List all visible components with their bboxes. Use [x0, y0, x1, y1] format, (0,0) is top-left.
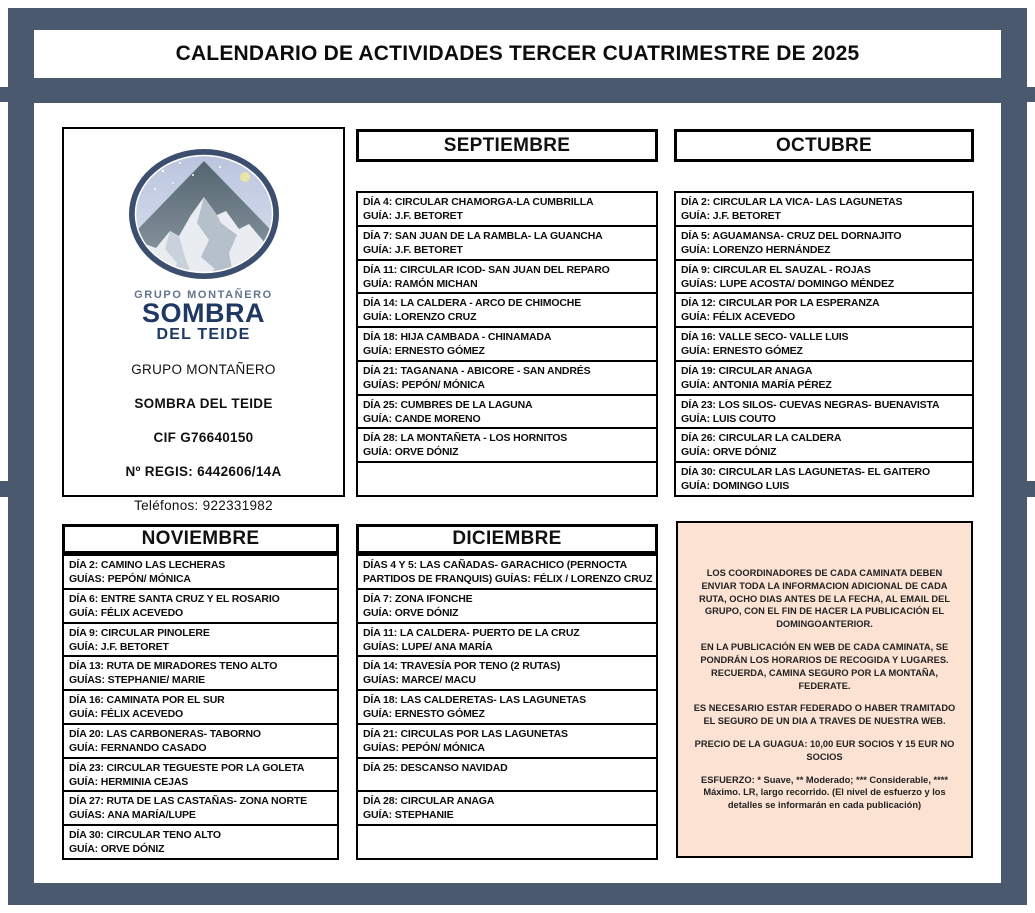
- activity-route: DÍA 21: TAGANANA - ABICORE - SAN ANDRÉS: [363, 364, 591, 377]
- content-area: [34, 103, 1001, 883]
- activity-cell: [676, 328, 972, 362]
- activity-route: DÍA 11: CIRCULAR ICOD- SAN JUAN DEL REPARO: [363, 263, 610, 276]
- activity-cell: [358, 826, 656, 858]
- activity-route: DÍA 9: CIRCULAR EL SAUZAL - ROJAS: [681, 263, 871, 276]
- activity-route: DÍA 5: AGUAMANSA- CRUZ DEL DORNAJITO: [681, 229, 902, 242]
- activity-cell: [64, 556, 337, 590]
- activity-route: DÍA 30: CIRCULAR LAS LAGUNETAS- EL GAITERO: [681, 466, 931, 479]
- activity-route: DÍAS 4 Y 5: LAS CAÑADAS- GARACHICO (PERNOCTA: [363, 559, 628, 571]
- activities-table-noviembre: [62, 554, 339, 860]
- organization-box: [62, 127, 345, 513]
- notice-paragraph: EN LA PUBLICACIÓN EN WEB DE CADA CAMINATA, SE PONDRÁN LOS HORARIOS DE RECOGIDA Y LUGARES. RECUERDA, CAMINA SEGURO POR LA MONTAÑA, FEDERATE.: [700, 642, 949, 691]
- activity-cell: [358, 261, 656, 295]
- activity-guide: GUÍA: STEPHANIE: [363, 809, 454, 822]
- activity-route: DÍA 9: CIRCULAR PINOLERE: [69, 626, 210, 639]
- activity-cell: [64, 759, 337, 793]
- activity-guide: GUÍA: CANDE MORENO: [363, 412, 481, 425]
- activity-cell: [676, 227, 972, 261]
- activity-cell: [676, 294, 972, 328]
- activity-guide: PARTIDOS DE FRANQUIS) GUÍAS: FÉLIX / LORENZO CRUZ: [363, 573, 653, 585]
- activities-table-diciembre: [356, 554, 658, 860]
- activity-cell: [358, 362, 656, 396]
- activities-table-septiembre: [356, 191, 658, 497]
- mountain-logo-icon: [64, 145, 343, 288]
- activity-route: DÍA 11: LA CALDERA- PUERTO DE LA CRUZ: [363, 626, 580, 639]
- activity-guide: GUÍAS: STEPHANIE/ MARIE: [69, 674, 205, 687]
- org-phone: Teléfonos: 922331982: [134, 498, 273, 513]
- month-header-noviembre: NOVIEMBRE: [62, 524, 339, 554]
- activity-cell: [358, 691, 656, 725]
- activity-cell: [676, 396, 972, 430]
- org-registry-number: Nº REGIS: 6442606/14A: [125, 464, 282, 479]
- activity-guide: GUÍAS: LUPE/ ANA MARÍA: [363, 640, 493, 653]
- activities-table-octubre: [674, 191, 974, 497]
- activity-guide: GUÍA: J.F. BETORET: [69, 640, 169, 653]
- activity-cell: [358, 193, 656, 227]
- activity-guide: GUÍAS: PEPÓN/ MÓNICA: [69, 573, 191, 585]
- activity-cell: [358, 657, 656, 691]
- month-header-diciembre: DICIEMBRE: [356, 524, 658, 554]
- activity-cell: [64, 725, 337, 759]
- activity-guide: GUÍA: RAMÓN MICHAN: [363, 277, 478, 290]
- activity-route: DÍA 18: HIJA CAMBADA - CHINAMADA: [363, 331, 552, 344]
- activity-cell: [358, 556, 656, 590]
- activity-guide: GUÍA: ERNESTO GÓMEZ: [363, 345, 485, 358]
- activity-route: DÍA 14: TRAVESÍA POR TENO (2 RUTAS): [363, 660, 561, 673]
- activity-cell: [358, 759, 656, 793]
- activity-route: DÍA 21: CIRCULAS POR LAS LAGUNETAS: [363, 727, 568, 740]
- activity-guide: GUÍA: ORVE DÓNIZ: [363, 446, 459, 459]
- activity-cell: [358, 294, 656, 328]
- logo-wordmark-name: SOMBRA: [142, 298, 265, 328]
- activity-guide: GUÍA: J.F. BETORET: [681, 210, 781, 222]
- activity-cell: [64, 792, 337, 826]
- org-group-name: SOMBRA DEL TEIDE: [134, 396, 273, 411]
- activity-guide: GUÍA: ORVE DÓNIZ: [681, 446, 777, 459]
- activity-cell: [358, 429, 656, 463]
- org-cif: CIF G76640150: [153, 430, 254, 445]
- notice-paragraph: PRECIO DE LA GUAGUA: 10,00 EUR SOCIOS Y 15 EUR NO SOCIOS: [694, 738, 955, 762]
- activity-route: DÍA 14: LA CALDERA - ARCO DE CHIMOCHE: [363, 297, 582, 310]
- activity-guide: GUÍAS: PEPÓN/ MÓNICA: [363, 378, 485, 391]
- activity-route: DÍA 7: SAN JUAN DE LA RAMBLA- LA GUANCHA: [363, 229, 603, 242]
- month-header-septiembre: SEPTIEMBRE: [356, 129, 658, 162]
- notice-paragraph: ESFUERZO: * Suave, ** Moderado; *** Considerable, **** Máximo. LR, largo recorrido. (El nivel de esfuerzo y los detalles se informarán en cada publicación): [701, 774, 948, 811]
- activity-route: DÍA 23: LOS SILOS- CUEVAS NEGRAS- BUENAVISTA: [681, 398, 940, 411]
- notice-box: [676, 521, 973, 858]
- activity-route: DÍA 6: ENTRE SANTA CRUZ Y EL ROSARIO: [69, 592, 280, 605]
- activity-route: DÍA 4: CIRCULAR CHAMORGA-LA CUMBRILLA: [363, 196, 594, 208]
- activity-guide: GUÍA: DOMINGO LUIS: [681, 480, 790, 493]
- notice-paragraph: LOS COORDINADORES DE CADA CAMINATA DEBEN ENVIAR TODA LA INFORMACION ADICIONAL DE CADA RUTA, OCHO DIAS ANTES DE LA FECHA, AL EMAIL DEL GRUPO, CON EL FIN DE HACER LA PUBLICACIÓN EL DOMINGOANTERIOR.: [698, 567, 951, 630]
- activity-cell: [64, 657, 337, 691]
- activity-guide: GUÍA: FÉLIX ACEVEDO: [69, 708, 184, 721]
- activity-cell: [64, 624, 337, 658]
- activity-route: DÍA 2: CIRCULAR LA VICA- LAS LAGUNETAS: [681, 196, 903, 208]
- edge-notch: [1027, 481, 1035, 497]
- activity-route: DÍA 27: RUTA DE LAS CASTAÑAS- ZONA NORTE: [69, 795, 308, 808]
- title-bar: [34, 30, 1001, 78]
- activity-cell: [358, 792, 656, 826]
- edge-notch: [0, 87, 8, 102]
- activity-cell: [358, 396, 656, 430]
- activity-route: DÍA 26: CIRCULAR LA CALDERA: [681, 432, 842, 445]
- page-title: CALENDARIO DE ACTIVIDADES TERCER CUATRIMESTRE DE 2025: [175, 42, 860, 65]
- activity-cell: [676, 261, 972, 295]
- activity-cell: [676, 429, 972, 463]
- activity-route: DÍA 20: LAS CARBONERAS- TABORNO: [69, 727, 261, 740]
- logo-wordmark-top: GRUPO MONTAÑERO: [134, 289, 273, 301]
- activity-guide: GUÍA: ORVE DÓNIZ: [363, 606, 459, 619]
- activity-cell: [358, 624, 656, 658]
- org-group-type: GRUPO MONTAÑERO: [131, 362, 276, 377]
- activity-guide: GUÍA: FERNANDO CASADO: [69, 741, 207, 754]
- activity-route: DÍA 2: CAMINO LAS LECHERAS: [69, 559, 226, 571]
- activity-guide: GUÍA: FÉLIX ACEVEDO: [681, 311, 796, 324]
- activity-cell: [358, 227, 656, 261]
- activity-guide: GUÍA: J.F. BETORET: [363, 210, 463, 222]
- logo-wordmark-name2: DEL TEIDE: [156, 326, 251, 343]
- month-header-octubre: OCTUBRE: [674, 129, 974, 162]
- edge-notch: [0, 481, 8, 497]
- activity-cell: [358, 463, 656, 495]
- activity-route: DÍA 28: CIRCULAR ANAGA: [363, 795, 495, 808]
- activity-cell: [676, 193, 972, 227]
- activity-cell: [358, 328, 656, 362]
- activity-route: DÍA 23: CIRCULAR TEGUESTE POR LA GOLETA: [69, 761, 305, 774]
- activity-guide: GUÍA: J.F. BETORET: [363, 243, 463, 256]
- activity-guide: GUÍA: LORENZO HERNÁNDEZ: [681, 243, 831, 256]
- activity-guide: GUÍA: LORENZO CRUZ: [363, 311, 477, 324]
- activity-route: DÍA 7: ZONA IFONCHE: [363, 592, 473, 605]
- activity-cell: [64, 590, 337, 624]
- activity-guide: GUÍA: ERNESTO GÓMEZ: [363, 708, 485, 721]
- activity-guide: GUÍA: LUIS COUTO: [681, 412, 776, 425]
- activity-route: DÍA 28: LA MONTAÑETA - LOS HORNITOS: [363, 432, 568, 445]
- activity-route: DÍA 16: CAMINATA POR EL SUR: [69, 694, 225, 707]
- activity-route: DÍA 25: DESCANSO NAVIDAD: [363, 761, 508, 774]
- activity-route: DÍA 13: RUTA DE MIRADORES TENO ALTO: [69, 660, 278, 673]
- activity-guide: GUÍA: ANTONIA MARÍA PÉREZ: [681, 378, 832, 391]
- activity-guide: GUÍAS: PEPÓN/ MÓNICA: [363, 741, 485, 754]
- activity-guide: GUÍAS: LUPE ACOSTA/ DOMINGO MÉNDEZ: [681, 277, 895, 290]
- activity-guide: GUÍA: HERMINIA CEJAS: [69, 775, 189, 788]
- activity-cell: [64, 826, 337, 858]
- activity-route: DÍA 30: CIRCULAR TENO ALTO: [69, 829, 221, 842]
- activity-cell: [676, 463, 972, 495]
- activity-route: DÍA 12: CIRCULAR POR LA ESPERANZA: [681, 297, 880, 310]
- activity-route: DÍA 18: LAS CALDERETAS- LAS LAGUNETAS: [363, 694, 586, 707]
- activity-route: DÍA 25: CUMBRES DE LA LAGUNA: [363, 398, 533, 411]
- activity-route: DÍA 16: VALLE SECO- VALLE LUIS: [681, 331, 849, 344]
- activity-guide: GUÍAS: MARCE/ MACU: [363, 674, 476, 687]
- activity-cell: [358, 725, 656, 759]
- activity-cell: [64, 691, 337, 725]
- activity-guide: GUÍA: ORVE DÓNIZ: [69, 843, 165, 856]
- notice-paragraph: ES NECESARIO ESTAR FEDERADO O HABER TRAMITADO EL SEGURO DE UN DIA A TRAVES DE NUESTRA WEB.: [693, 703, 956, 727]
- activity-guide: GUÍAS: ANA MARÍA/LUPE: [69, 809, 196, 822]
- activity-cell: [358, 590, 656, 624]
- edge-notch: [1027, 87, 1035, 102]
- activity-guide: GUÍA: FÉLIX ACEVEDO: [69, 606, 184, 619]
- activity-route: DÍA 19: CIRCULAR ANAGA: [681, 364, 813, 377]
- activity-cell: [676, 362, 972, 396]
- activity-guide: GUÍA: ERNESTO GÓMEZ: [681, 345, 803, 358]
